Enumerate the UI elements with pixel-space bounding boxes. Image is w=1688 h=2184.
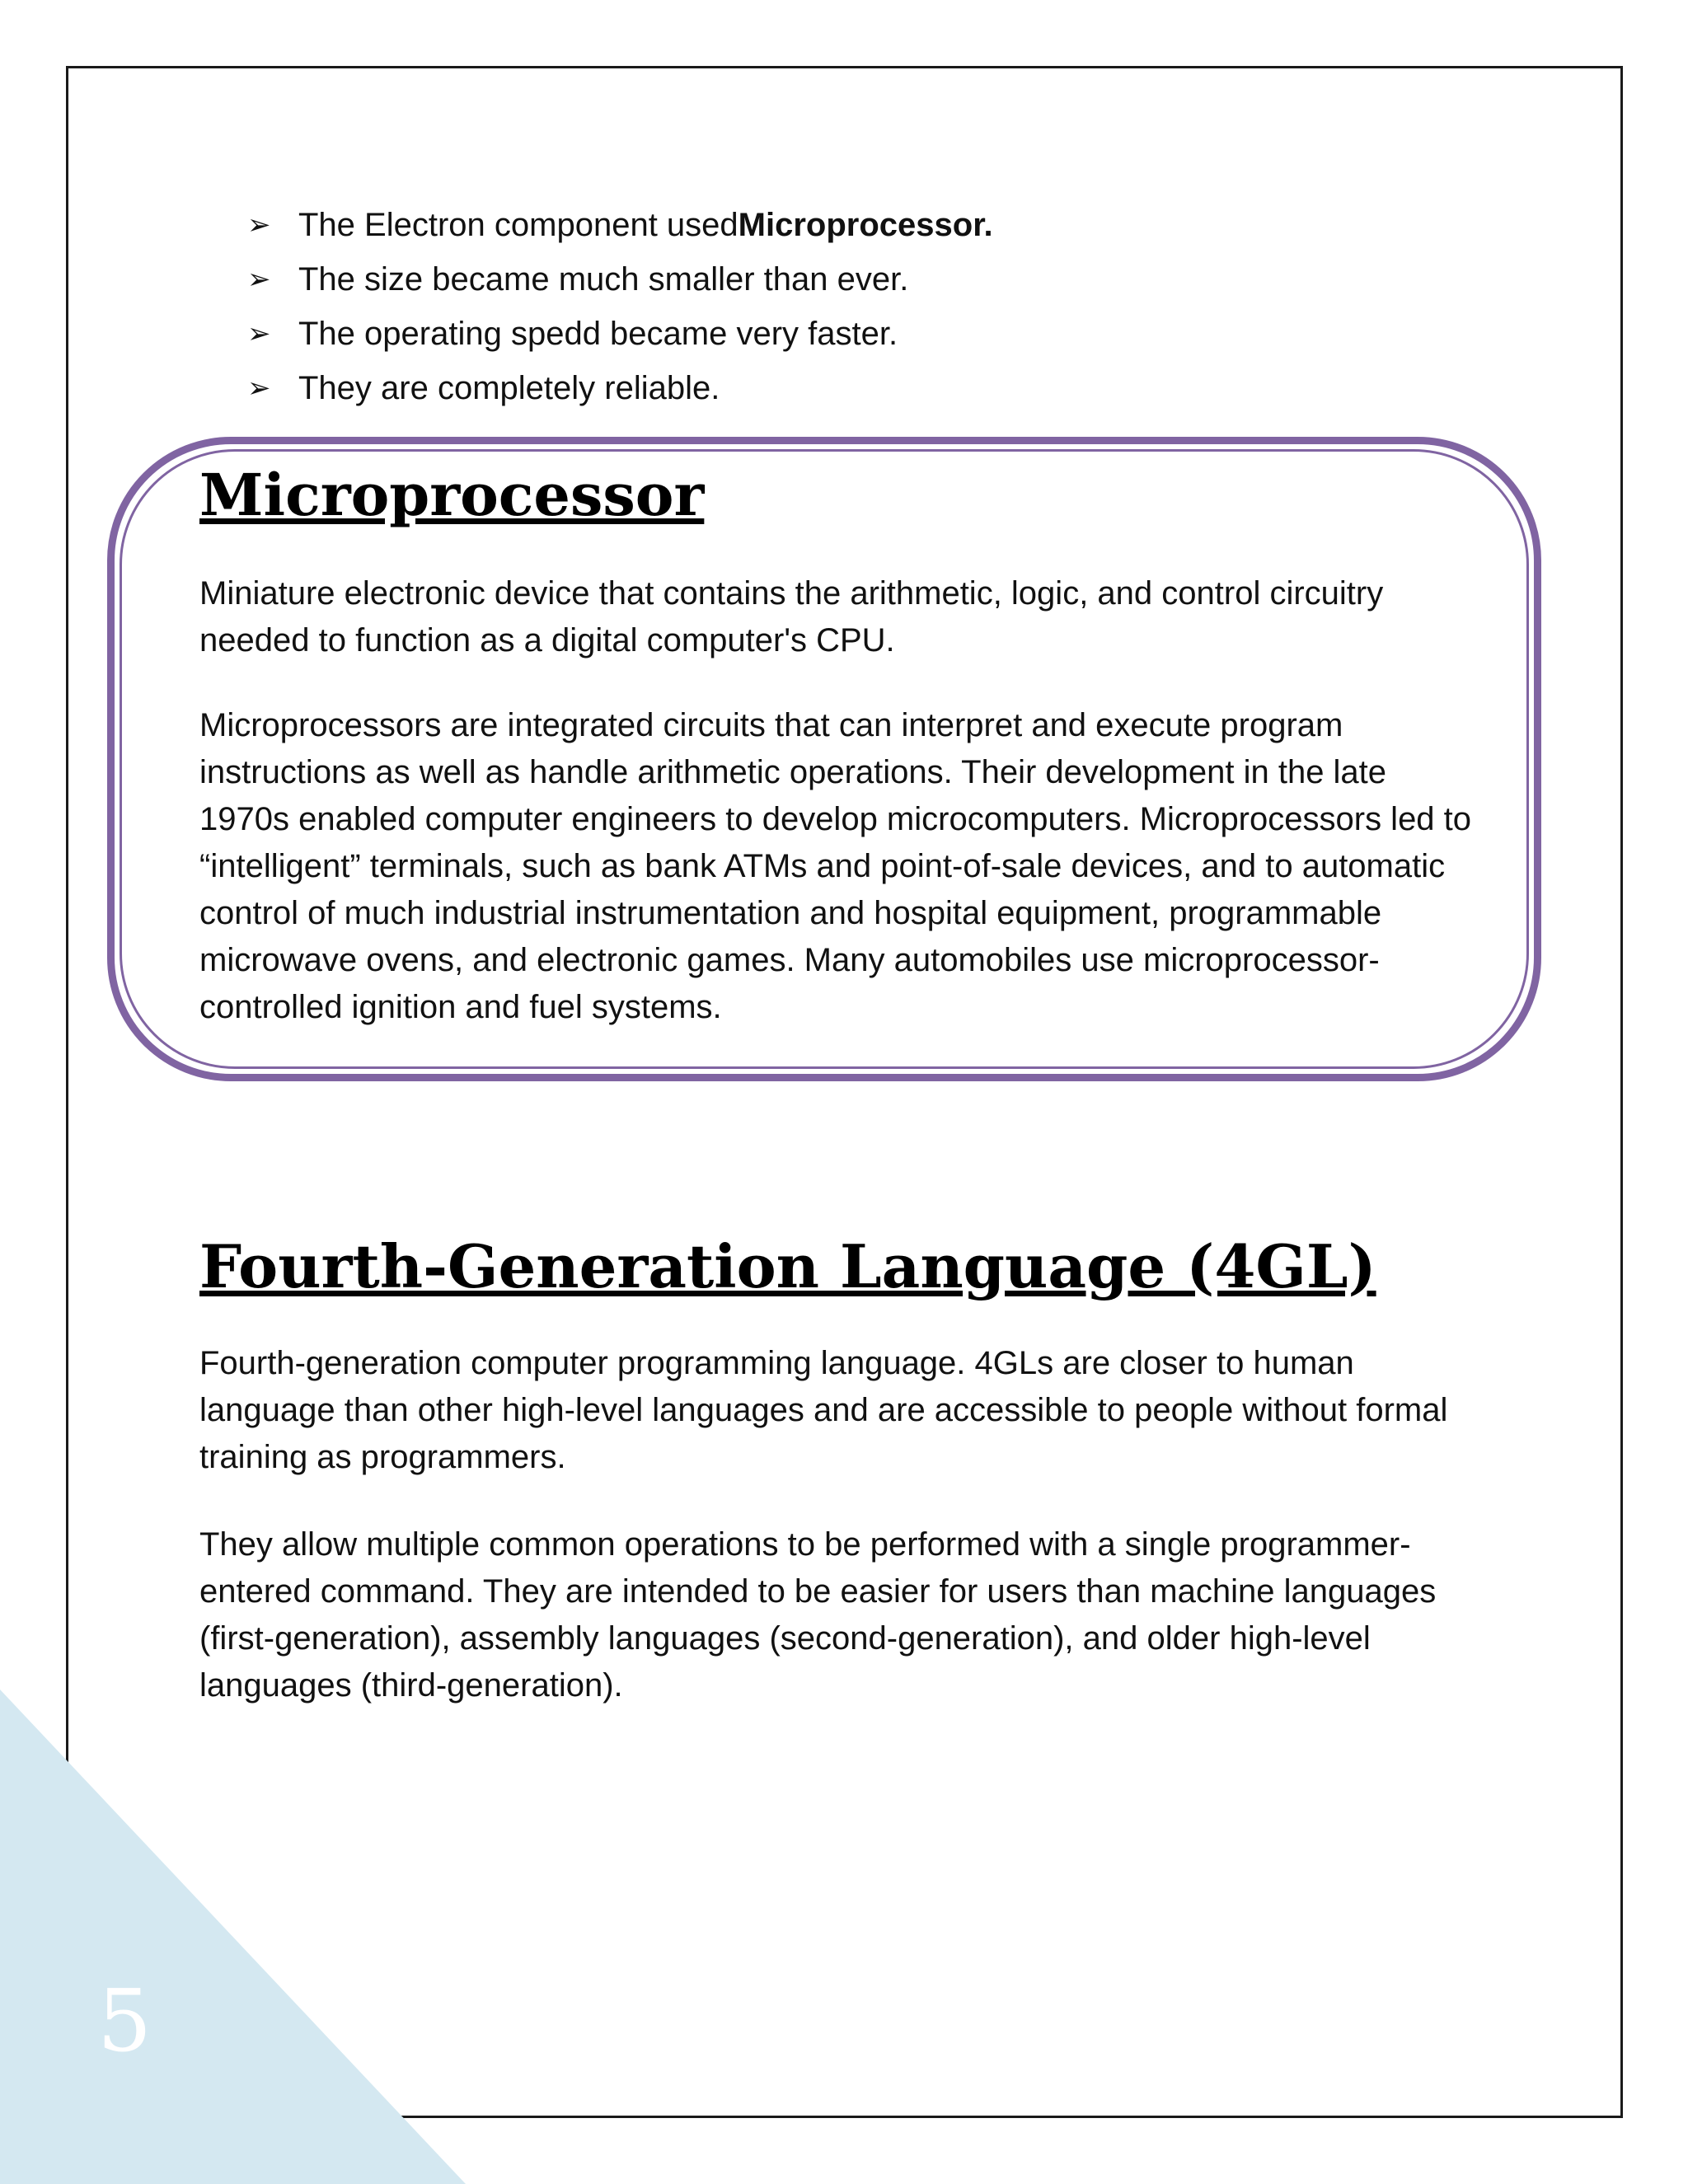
feature-bullet-list (247, 198, 993, 415)
bullet-bold-text: Microprocessor. (738, 207, 993, 243)
bullet-text: The operating spedd became very faster. (298, 316, 898, 352)
microprocessor-heading: Microprocessor (199, 461, 705, 529)
bullet-text: The size became much smaller than ever. (298, 261, 909, 298)
list-item (247, 252, 993, 307)
bullet-text: They are completely reliable. (298, 370, 720, 406)
bullet-text: The Electron component used (298, 207, 738, 243)
microprocessor-definition: Miniature electronic device that contains the arithmetic, logic, and control circuitry needed to function as a digital computer's CPU. (199, 575, 1384, 658)
list-item (247, 307, 993, 361)
arrowhead-bullet-icon: ➢ (247, 209, 271, 241)
arrowhead-bullet-icon: ➢ (247, 264, 271, 295)
page-number: 5 (97, 1971, 152, 2071)
fourth-generation-heading: Fourth-Generation Language (4GL) (199, 1231, 1376, 1301)
arrowhead-bullet-icon: ➢ (247, 373, 271, 404)
list-item (247, 361, 993, 415)
arrowhead-bullet-icon: ➢ (247, 318, 271, 349)
microprocessor-description: Microprocessors are integrated circuits that can interpret and execute program instructions as well as handle arithmetic operations. Their development in the late 1970s enabled computer engineers to develop microcomputers. Microprocessors led to “intelligent” terminals, such as bank ATMs and point-of-sale devices, and to automatic control of much industrial instrumentation and hospital equipment, programmable microwave ovens, and electronic games. Many automobiles use microprocessor-controlled ignition and fuel systems. (199, 707, 1472, 1025)
list-item (247, 198, 993, 252)
fourth-generation-description: They allow multiple common operations to be performed with a single programmer-entered command. They are intended to be easier for users than machine languages (first-generation), assembly languages (second-generation), and older high-level languages (third-generation). (199, 1526, 1437, 1704)
fourth-generation-definition: Fourth-generation computer programming language. 4GLs are closer to human language than other high-level languages and are accessible to people without formal training as programmers. (199, 1345, 1448, 1475)
